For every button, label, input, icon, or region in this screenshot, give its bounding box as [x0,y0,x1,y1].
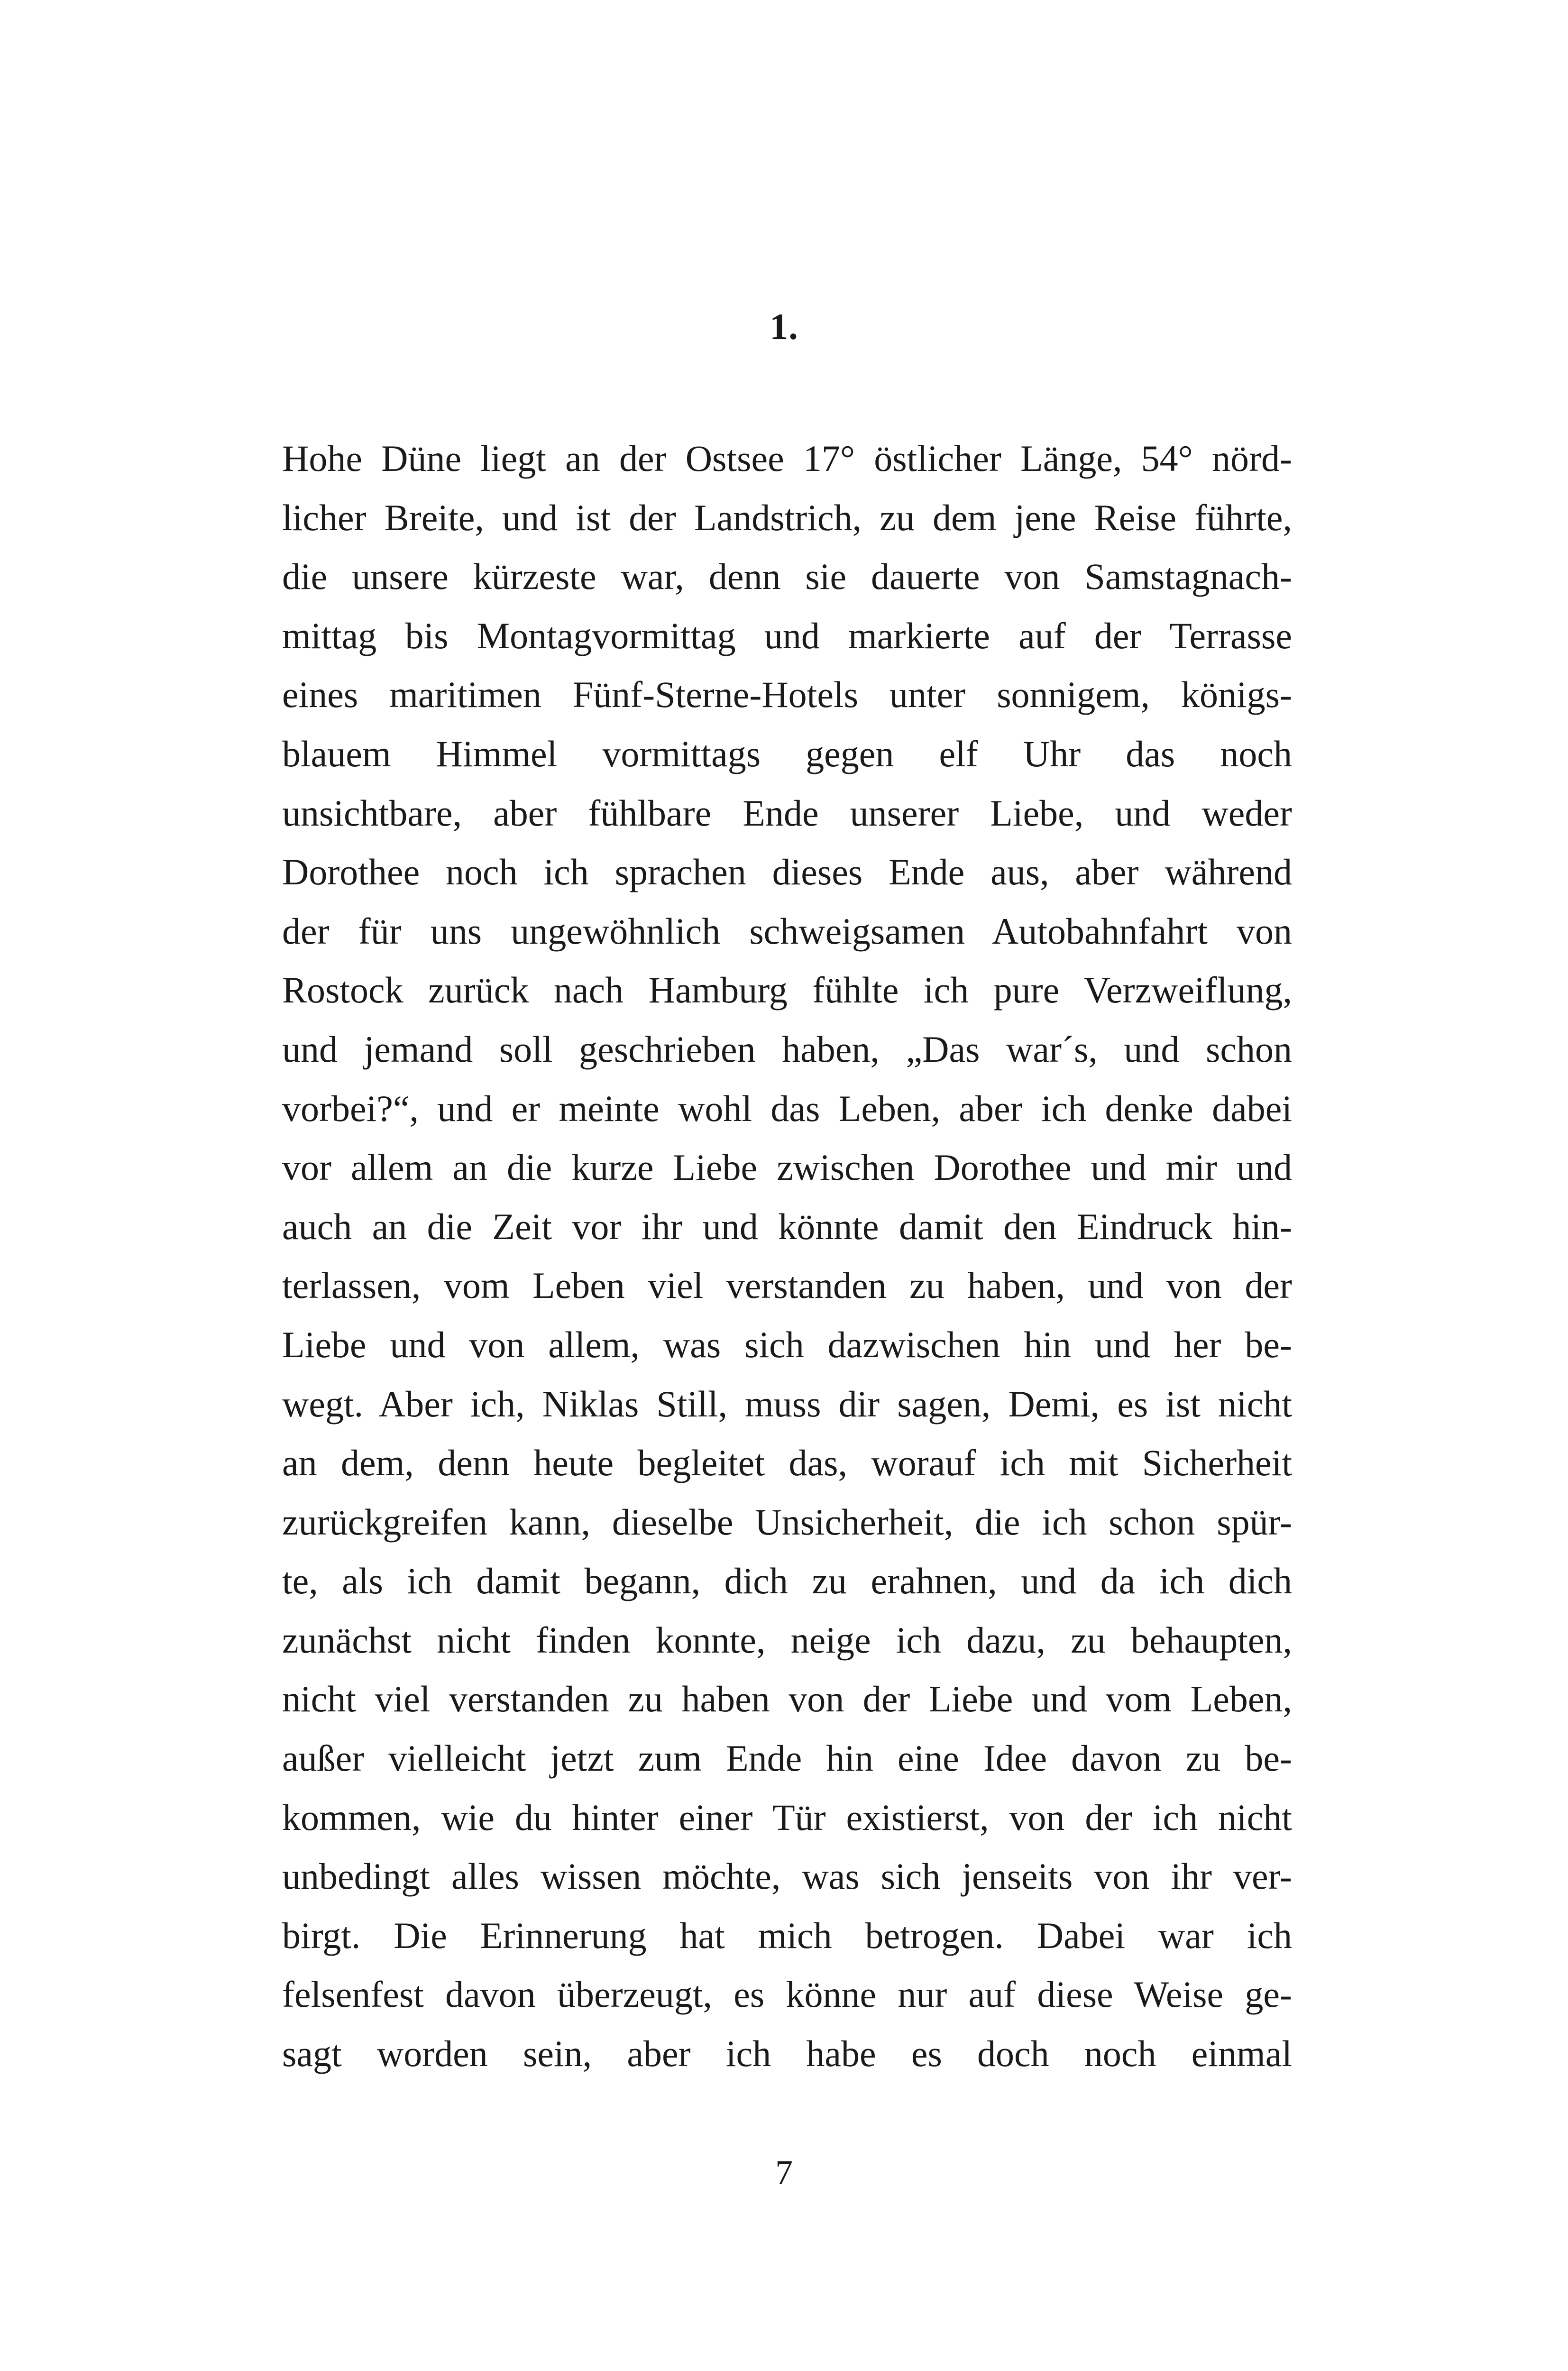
chapter-number: 1. [770,306,798,347]
text-line: terlassen, vom Leben viel verstanden zu haben, und von der [282,1265,1292,1306]
text-line: unsichtbare, aber fühlbare Ende unserer Liebe, und weder [282,792,1292,834]
text-line: blauem Himmel vormittags gegen elf Uhr das noch [282,733,1292,774]
text-line: te, als ich damit begann, dich zu erahnen, und da ich dich [282,1560,1292,1602]
body-text [282,429,1292,2084]
text-line: unbedingt alles wissen möchte, was sich jenseits von ihr ver- [282,1856,1292,1897]
text-line: auch an die Zeit vor ihr und könnte damit den Eindruck hin- [282,1205,1292,1247]
text-line: nicht viel verstanden zu haben von der Liebe und vom Leben, [282,1678,1292,1720]
text-line: mittag bis Montagvormittag und markierte auf der Terrasse [282,615,1292,656]
text-line: außer vielleicht jetzt zum Ende hin eine Idee davon zu be- [282,1737,1292,1779]
text-line: felsenfest davon überzeugt, es könne nur auf diese Weise ge- [282,1974,1292,2015]
text-line: sagt worden sein, aber ich habe es doch noch einmal [282,2033,1292,2075]
text-line: birgt. Die Erinnerung hat mich betrogen. Dabei war ich [282,1914,1292,1956]
text-line: vor allem an die kurze Liebe zwischen Dorothee und mir und [282,1147,1292,1188]
page-number: 7 [775,2153,793,2192]
text-line: die unsere kürzeste war, denn sie dauerte von Samstagnach- [282,556,1292,597]
text-line: Rostock zurück nach Hamburg fühlte ich pure Verzweiflung, [282,969,1292,1011]
text-line: eines maritimen Fünf-Sterne-Hotels unter sonnigem, königs- [282,674,1292,716]
text-line: licher Breite, und ist der Landstrich, zu dem jene Reise führte, [282,496,1292,538]
text-line: Dorothee noch ich sprachen dieses Ende aus, aber während [282,851,1292,893]
text-line: kommen, wie du hinter einer Tür existierst, von der ich nicht [282,1796,1292,1838]
text-line: und jemand soll geschrieben haben, „Das war´s, und schon [282,1028,1292,1070]
text-line: wegt. Aber ich, Niklas Still, muss dir sagen, Demi, es ist nicht [282,1383,1292,1424]
text-line: der für uns ungewöhnlich schweigsamen Autobahnfahrt von [282,910,1292,952]
text-line: an dem, denn heute begleitet das, worauf ich mit Sicherheit [282,1442,1292,1484]
text-line: zurückgreifen kann, dieselbe Unsicherheit, die ich schon spür- [282,1501,1292,1543]
text-line: Liebe und von allem, was sich dazwischen hin und her be- [282,1323,1292,1365]
text-line: zunächst nicht finden konnte, neige ich dazu, zu behaupten, [282,1619,1292,1661]
text-line: vorbei?“, und er meinte wohl das Leben, aber ich denke dabei [282,1087,1292,1129]
text-line: Hohe Düne liegt an der Ostsee 17° östlicher Länge, 54° nörd- [282,438,1292,479]
